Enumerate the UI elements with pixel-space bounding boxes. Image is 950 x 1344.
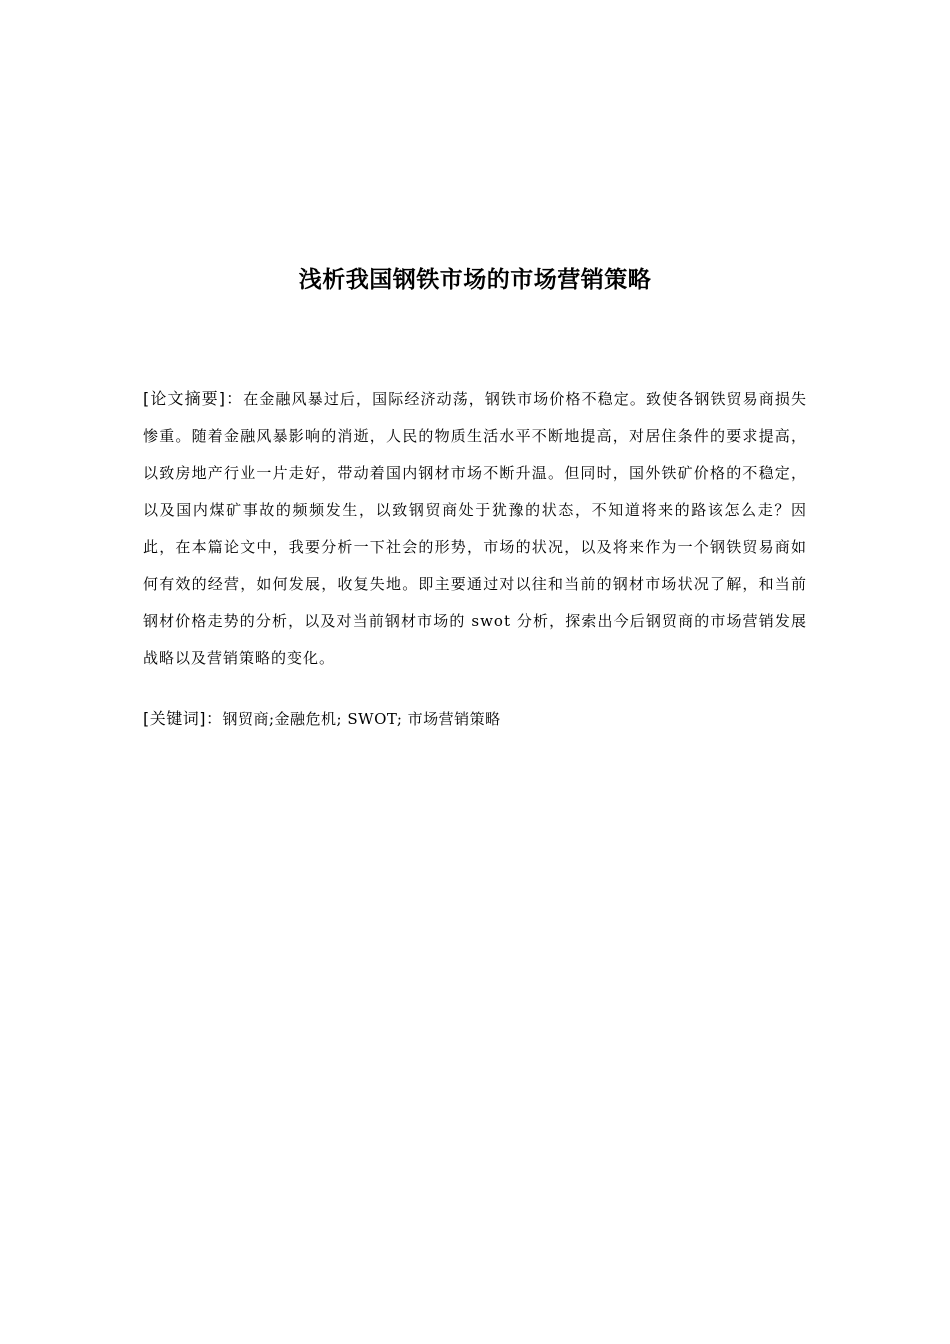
- keywords-label: [关键词]：: [143, 709, 223, 728]
- keywords-paragraph: [143, 700, 807, 738]
- abstract-text: 在金融风暴过后，国际经济动荡，钢铁市场价格不稳定。致使各钢铁贸易商损失惨重。随着金融风暴影响的消逝，人民的物质生活水平不断地提高，对居住条件的要求提高，以致房地产行业一片走好，带动着国内钢材市场不断升温。但同时，国外铁矿价格的不稳定，以及国内煤矿事故的频频发生，以致钢贸商处于犹豫的状态，不知道将来的路该怎么走？因此，在本篇论文中，我要分析一下社会的形势，市场的状况，以及将来作为一个钢铁贸易商如何有效的经营，如何发展，收复失地。即主要通过对以往和当前的钢材市场状况了解，和当前钢材价格走势的分析，以及对当前钢材市场的 swot 分析，探索出今后钢贸商的市场营销发展战略以及营销策略的变化。: [143, 390, 807, 667]
- abstract-paragraph: [143, 380, 807, 677]
- page-title: 浅析我国钢铁市场的市场营销策略: [298, 267, 652, 293]
- keywords-text: 钢贸商;金融危机; SWOT; 市场营销策略: [222, 710, 501, 728]
- abstract-label: [论文摘要]：: [143, 389, 244, 408]
